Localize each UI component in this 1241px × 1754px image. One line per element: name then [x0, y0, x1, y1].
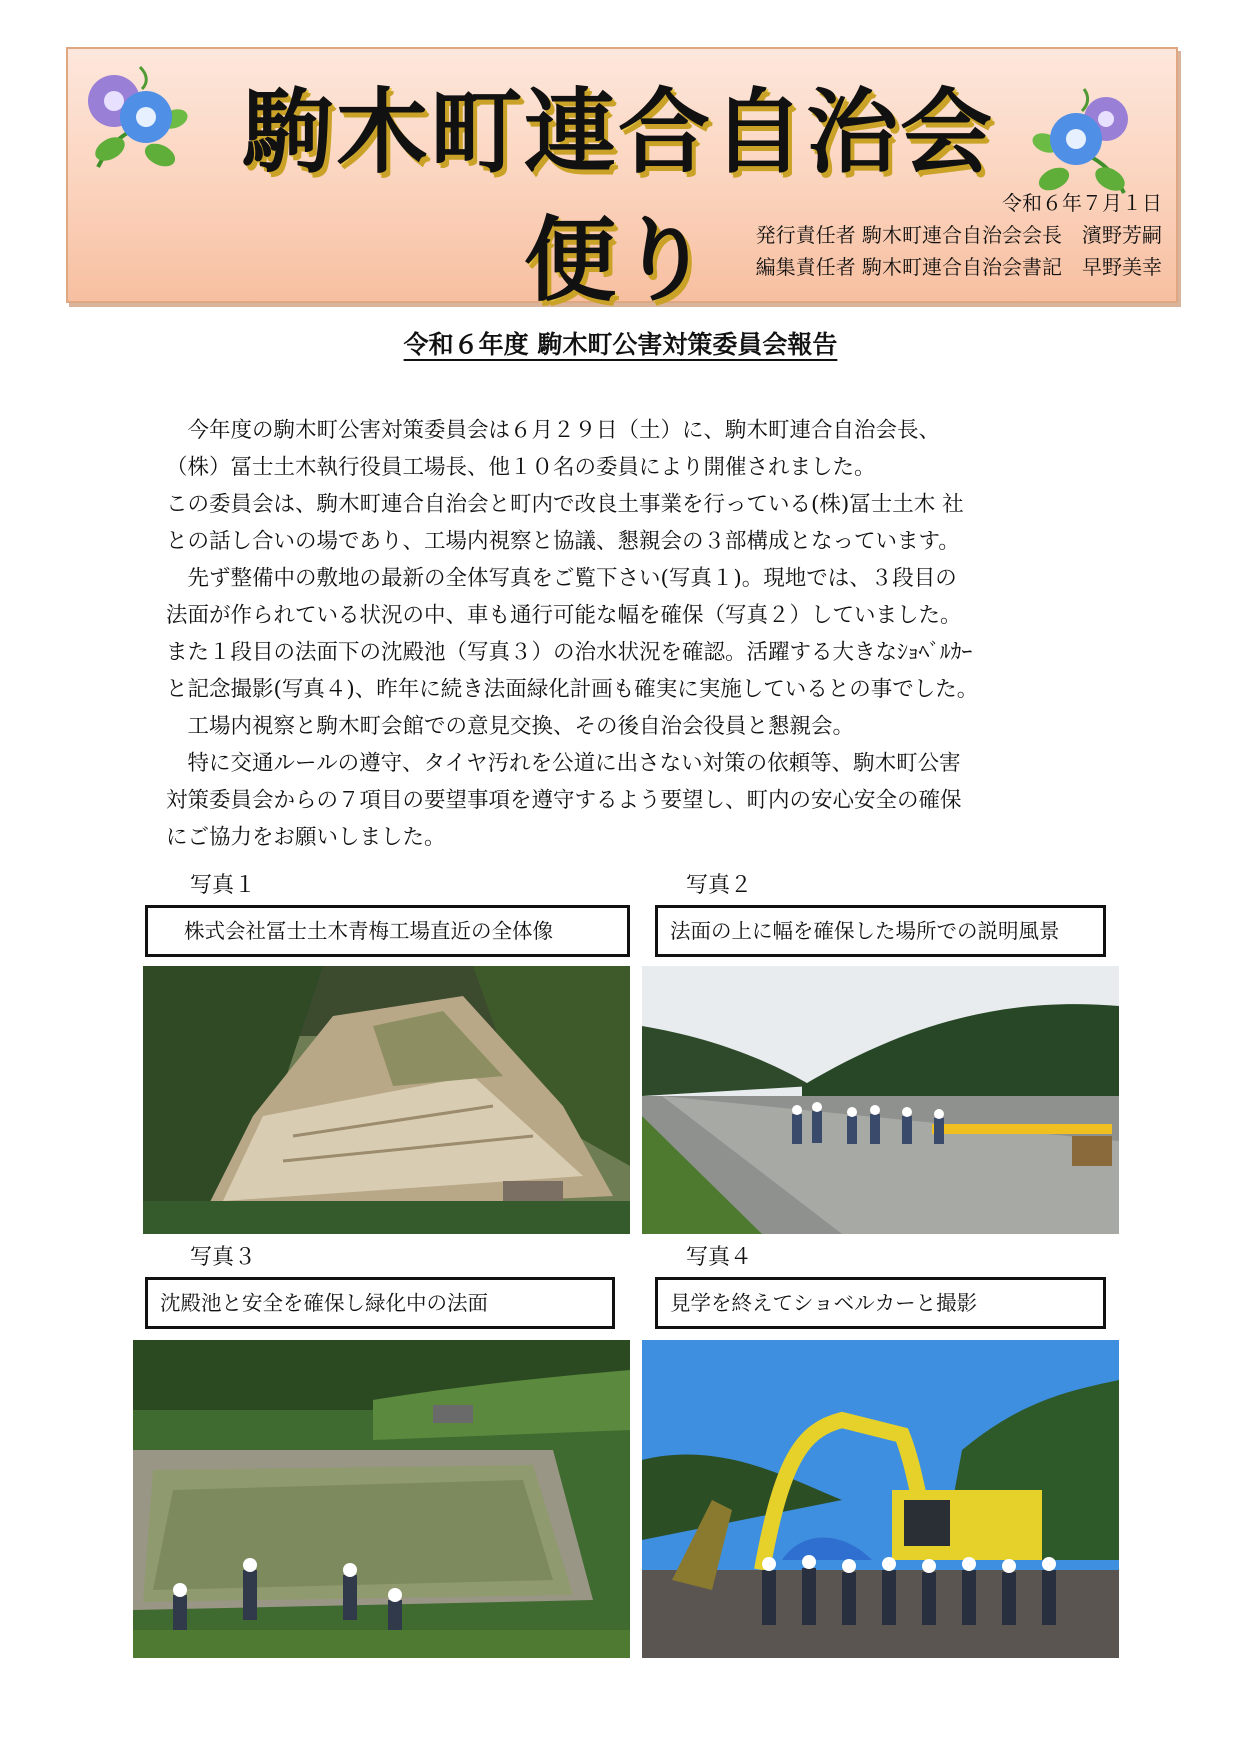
section-title: 令和６年度 駒木町公害対策委員会報告	[403, 330, 838, 359]
body-line: にご協力をお願いしました。	[166, 825, 446, 850]
photo-3-caption: 沈殿池と安全を確保し緑化中の法面	[145, 1277, 615, 1329]
issue-date: 令和６年７月１日	[1002, 191, 1162, 215]
body-line: この委員会は、駒木町連合自治会と町内で改良土事業を行っている(株)冨士土木 社	[166, 492, 964, 517]
newsletter-header	[66, 47, 1178, 314]
body-line: 対策委員会からの７項目の要望事項を遵守するよう要望し、町内の安心安全の確保	[166, 788, 962, 813]
editor-line: 編集責任者 駒木町連合自治会書記 早野美幸	[755, 255, 1162, 279]
body-line: 今年度の駒木町公害対策委員会は６月２９日（土）に、駒木町連合自治会長、	[166, 418, 941, 443]
photo-1-label: 写真１	[190, 873, 257, 898]
body-line: 工場内視察と駒木町会館での意見交換、その後自治会役員と懇親会。	[166, 714, 855, 739]
photo-4-caption: 見学を終えてショベルカーと撮影	[655, 1277, 1106, 1329]
photo-4-label: 写真４	[686, 1245, 753, 1270]
newsletter-title: 駒木町連合自治会便り	[241, 79, 994, 314]
body-line: との話し合いの場であり、工場内視察と協議、懇親会の３部構成となっています。	[166, 529, 960, 554]
photo-2-label: 写真２	[686, 873, 753, 898]
report-body	[166, 412, 1126, 856]
photo-3-settling-pond	[133, 1340, 630, 1658]
publication-info	[756, 187, 1162, 283]
body-line: （株）冨士土木執行役員工場長、他１０名の委員により開催されました。	[166, 455, 876, 480]
body-line: 法面が作られている状況の中、車も通行可能な幅を確保（写真２）していました。	[166, 603, 962, 628]
morning-glory-icon	[78, 57, 198, 177]
photo-1-aerial-site	[143, 966, 630, 1234]
photo-1-caption: 株式会社冨士土木青梅工場直近の全体像	[145, 905, 630, 957]
photo-4-excavator-group	[642, 1340, 1119, 1658]
body-line: 特に交通ルールの遵守、タイヤ汚れを公道に出さない対策の依頼等、駒木町公害	[166, 751, 961, 776]
photo-3-label: 写真３	[190, 1245, 257, 1270]
photo-2-caption: 法面の上に幅を確保した場所での説明風景	[655, 905, 1106, 957]
body-line: 先ず整備中の敷地の最新の全体写真をご覧下さい(写真１)。現地では、３段目の	[166, 566, 957, 591]
body-line: また１段目の法面下の沈殿池（写真３）の治水状況を確認。活躍する大きなｼｮﾍﾞﾙｶｰ	[166, 640, 973, 665]
photo-2-site-briefing	[642, 966, 1119, 1234]
publisher-line: 発行責任者 駒木町連合自治会会長 濱野芳嗣	[755, 223, 1162, 247]
morning-glory-icon	[1024, 83, 1144, 203]
body-line: と記念撮影(写真４)、昨年に続き法面緑化計画も確実に実施しているとの事でした。	[166, 677, 979, 702]
